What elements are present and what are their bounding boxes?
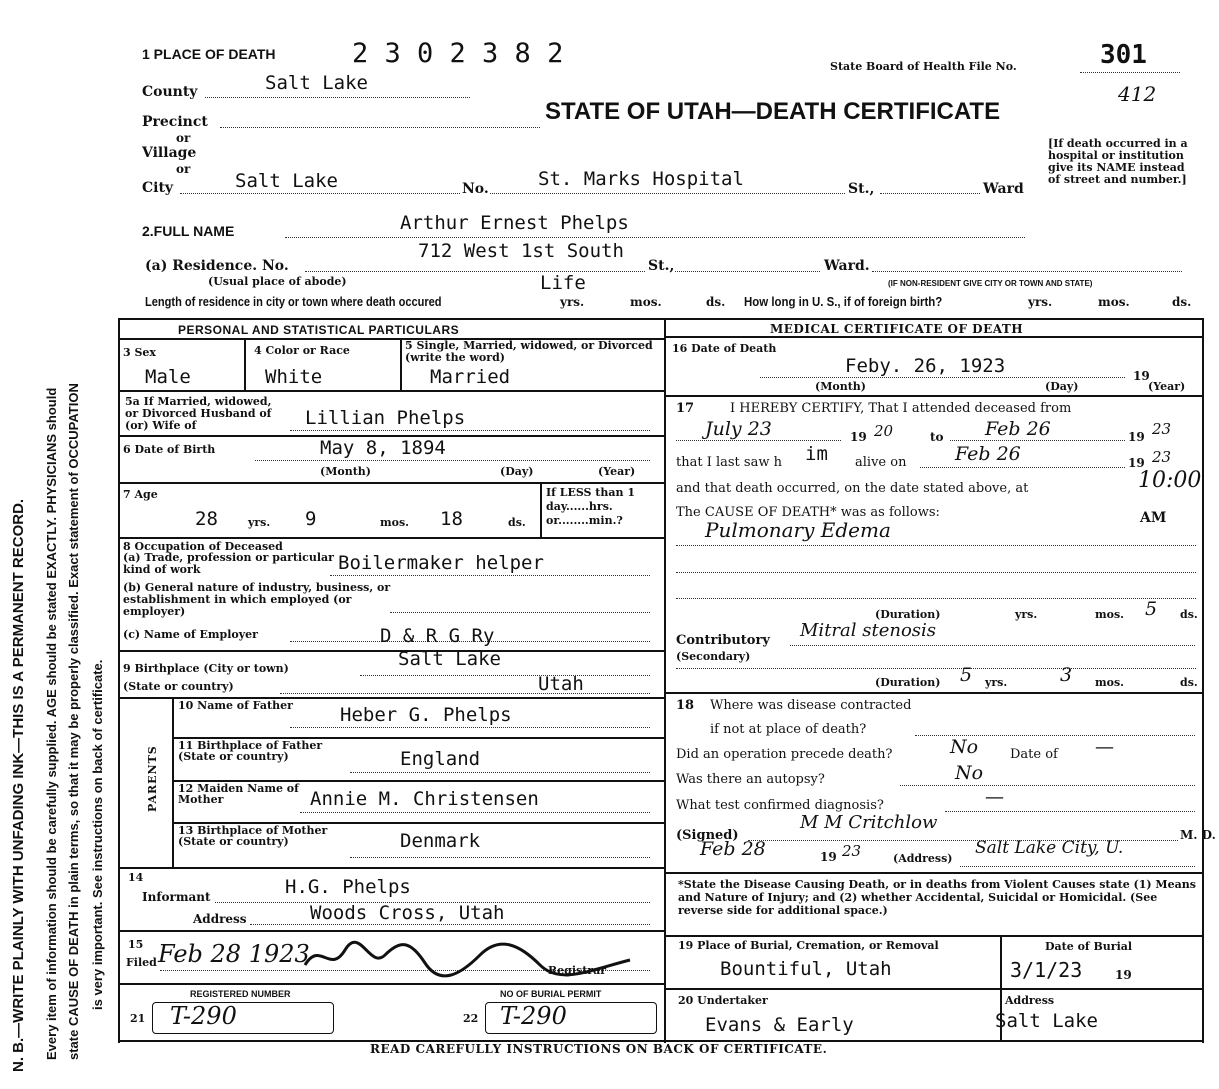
test-value: —: [985, 786, 1004, 808]
ward-label: Ward: [983, 181, 1024, 197]
trade-value: Boilermaker helper: [338, 552, 544, 574]
color-label: 4 Color or Race: [254, 344, 350, 357]
mother-label: 12 Maiden Name of Mother: [178, 782, 299, 806]
operation-value: No: [950, 736, 979, 758]
burial-date-label: Date of Burial: [1045, 940, 1133, 953]
medical-heading: MEDICAL CERTIFICATE OF DEATH: [770, 322, 1024, 336]
length-residence-label: Length of residence in city or town where death occured: [145, 294, 442, 309]
mother-value: Annie M. Christensen: [310, 788, 539, 810]
marital-value: Married: [430, 366, 511, 388]
father-birthplace-value: England: [400, 748, 481, 770]
file-number-label: State Board of Health File No.: [830, 60, 1017, 73]
hospital-note: [If death occurred in a hospital or institution give its NAME instead of street and number.]: [1048, 137, 1188, 186]
filed-label: Filed: [126, 956, 157, 969]
alive-on-date: Feb 26: [955, 443, 1021, 465]
father-label: 10 Name of Father: [178, 699, 293, 712]
file-number-secondary: 412: [1118, 82, 1157, 106]
signed-date: Feb 28: [700, 838, 766, 860]
foreign-birth-label: How long in U. S., if of foreign birth?: [744, 294, 943, 309]
father-birthplace-label: 11 Birthplace of Father (State or country): [178, 739, 323, 763]
employer-label: (c) Name of Employer: [123, 628, 258, 641]
signed-label: (Signed): [676, 828, 739, 843]
occupation-label: 8 Occupation of Deceased: [123, 540, 283, 553]
duration1-yrs-label: yrs.: [1015, 608, 1038, 621]
spouse-value: Lillian Phelps: [305, 407, 466, 429]
mother-birthplace-value: Denmark: [400, 830, 481, 852]
nineteen-to-label: 19: [1128, 430, 1145, 444]
registrar-signature: [300, 935, 660, 980]
md-label: M. D.: [1180, 828, 1216, 842]
spouse-label: 5a If Married, widowed, or Divorced Husband of (or) Wife of: [125, 395, 272, 432]
full-name-label: 2.FULL NAME: [142, 223, 235, 239]
residence-label: (a) Residence. No.: [145, 258, 289, 274]
personal-heading: PERSONAL AND STATISTICAL PARTICULARS: [178, 323, 460, 337]
dob-label: 6 Date of Birth: [123, 443, 216, 456]
registered-number-prefix: 21: [130, 1012, 146, 1025]
full-name-value: Arthur Ernest Phelps: [400, 212, 629, 234]
undertaker-address-label: Address: [1005, 994, 1055, 1007]
death-year-label: (Year): [1148, 380, 1186, 393]
where-contracted-label: Where was disease contracted: [710, 698, 912, 713]
duration2-mos-value: 3: [1060, 664, 1073, 686]
color-value: White: [265, 366, 323, 388]
autopsy-label: Was there an autopsy?: [676, 772, 825, 787]
duration2-yrs-label: yrs.: [985, 676, 1008, 689]
alive-on-year: 23: [1152, 448, 1172, 466]
birthplace-state-label: (State or country): [123, 680, 234, 693]
undertaker-label: 20 Undertaker: [678, 994, 768, 1007]
cause-instruction-note: *State the Disease Causing Death, or in deaths from Violent Causes state (1) Means and Nature of Injury; and (2) whether Accidental, Suicidal or Homicidal. (See reverse side for additional space.): [678, 878, 1196, 917]
us-ds-label: ds.: [1172, 295, 1192, 309]
test-label: What test confirmed diagnosis?: [676, 798, 884, 813]
burial-permit-value: T-290: [500, 1002, 567, 1030]
duration2-yrs-value: 5: [960, 664, 973, 686]
place-of-death-label: 1 PLACE OF DEATH: [142, 46, 276, 62]
age-years-value: 28: [195, 508, 218, 530]
death-date-value: Feby. 26, 1923: [845, 355, 1006, 377]
attended-from: July 23: [705, 418, 772, 440]
burial-nineteen-label: 19: [1115, 968, 1132, 982]
age-label: 7 Age: [123, 488, 158, 501]
dob-day-label: (Day): [500, 465, 534, 478]
informant-label: Informant: [142, 890, 211, 904]
am-label: AM: [1140, 510, 1167, 526]
street-no-label: No.: [462, 181, 489, 197]
birthplace-label: 9 Birthplace (City or town): [123, 662, 289, 675]
nineteen-from-label: 19: [850, 430, 867, 444]
informant-value: H.G. Phelps: [285, 876, 411, 898]
residence-st-label: St.,: [648, 258, 675, 274]
duration-label-2: (Duration): [875, 676, 941, 689]
registrar-label: Registrar: [548, 964, 607, 977]
side-instruction-4: is very important. See instructions on back of certificate.: [90, 659, 105, 1010]
father-value: Heber G. Phelps: [340, 704, 512, 726]
death-day-label: (Day): [1045, 380, 1079, 393]
not-at-place-label: if not at place of death?: [710, 722, 867, 737]
parents-label: PARENTS: [146, 745, 159, 812]
duration1-mos-label: mos.: [1095, 608, 1124, 621]
dob-value: May 8, 1894: [320, 437, 446, 459]
length-mos-label: mos.: [630, 295, 662, 309]
side-instruction-1: N. B.—WRITE PLAINLY WITH UNFADING INK—THIS IS A PERMANENT RECORD.: [10, 498, 27, 1072]
burial-date-value: 3/1/23: [1010, 958, 1083, 982]
residence-value: 712 West 1st South: [418, 240, 624, 262]
physician-address-label: (Address): [893, 852, 953, 865]
length-ds-label: ds.: [706, 295, 726, 309]
us-yrs-label: yrs.: [1028, 295, 1053, 309]
contributory-value: Mitral stenosis: [800, 620, 937, 641]
length-residence-value: Life: [540, 272, 586, 294]
certify-text: I HEREBY CERTIFY, That I attended deceased from: [730, 401, 1072, 416]
registered-number-value: T-290: [170, 1002, 237, 1030]
certificate-title: STATE OF UTAH—DEATH CERTIFICATE: [545, 98, 1001, 125]
physician-address: Salt Lake City, U.: [975, 838, 1124, 858]
birthplace-city: Salt Lake: [398, 648, 501, 670]
city-value: Salt Lake: [235, 170, 338, 192]
death-year-suffix: 19: [1133, 369, 1150, 383]
burial-place-label: 19 Place of Burial, Cremation, or Removal: [678, 939, 939, 952]
informant-address: Woods Cross, Utah: [310, 902, 505, 924]
nonresident-note: (IF NON-RESIDENT GIVE CITY OR TOWN AND STATE): [888, 279, 1093, 288]
side-instruction-2: Every item of information should be carefully supplied. AGE should be stated EXACTLY. PHYSICIANS should: [44, 387, 59, 1060]
age-yrs-label: yrs.: [248, 516, 271, 529]
operation-label: Did an operation precede death?: [676, 747, 893, 762]
death-month-label: (Month): [815, 380, 866, 393]
death-time: 10:00: [1138, 468, 1202, 493]
age-ds-label: ds.: [508, 516, 526, 529]
informant-number: 14: [128, 871, 144, 884]
duration2-mos-label: mos.: [1095, 676, 1124, 689]
to-label: to: [930, 430, 944, 444]
industry-label: (b) General nature of industry, business, or establishment in which employed (or employer): [123, 581, 391, 618]
certify-number: 17: [676, 401, 695, 416]
operation-date-label: Date of: [1010, 747, 1058, 762]
filed-date: Feb 28 1923: [158, 940, 310, 968]
attended-from-year: 20: [874, 422, 894, 440]
duration2-ds-label: ds.: [1180, 676, 1198, 689]
mother-birthplace-label: 13 Birthplace of Mother (State or country): [178, 824, 328, 848]
burial-permit-prefix: 22: [463, 1012, 479, 1025]
length-yrs-label: yrs.: [560, 295, 585, 309]
age-mos-label: mos.: [380, 516, 409, 529]
signed-year: 23: [842, 842, 862, 860]
burial-permit-label: NO OF BURIAL PERMIT: [500, 989, 602, 999]
filed-number: 15: [128, 938, 144, 951]
birthplace-state: Utah: [538, 673, 584, 695]
or-label-1: or: [176, 131, 191, 145]
age-less-note: If LESS than 1 day......hrs. or........min.?: [546, 486, 635, 527]
file-number: 301: [1100, 40, 1147, 70]
autopsy-value: No: [955, 762, 984, 784]
death-occurred-label: and that death occurred, on the date stated above, at: [676, 481, 1029, 496]
last-saw-him: im: [805, 443, 828, 465]
footer-instruction: READ CAREFULLY INSTRUCTIONS ON BACK OF CERTIFICATE.: [370, 1042, 828, 1056]
certificate-number: 2 3 0 2 3 8 2: [352, 38, 564, 69]
or-label-2: or: [176, 162, 191, 176]
dob-year-label: (Year): [598, 465, 636, 478]
precinct-label: Precinct: [142, 114, 208, 130]
where-number: 18: [676, 698, 695, 713]
employer-value: D & R G Ry: [380, 625, 495, 647]
marital-label: 5 Single, Married, widowed, or Divorced (write the word): [405, 339, 653, 364]
registered-number-label: REGISTERED NUMBER: [190, 989, 291, 999]
undertaker-address-value: Salt Lake: [995, 1010, 1098, 1032]
trade-label: (a) Trade, profession or particular kind of work: [123, 551, 334, 576]
contributory-label: Contributory: [676, 633, 770, 648]
age-months-value: 9: [305, 508, 317, 530]
duration-label-1: (Duration): [875, 608, 941, 621]
secondary-label: (Secondary): [676, 650, 751, 663]
street-value: St. Marks Hospital: [538, 168, 744, 190]
street-st-label: St.,: [848, 181, 875, 197]
village-label: Village: [142, 145, 197, 161]
alive-on-label: alive on: [855, 455, 907, 470]
us-mos-label: mos.: [1098, 295, 1130, 309]
attended-to: Feb 26: [985, 418, 1051, 440]
sex-label: 3 Sex: [123, 346, 156, 359]
usual-abode-note: (Usual place of abode): [208, 275, 347, 288]
informant-address-label: Address: [193, 912, 247, 926]
burial-place-value: Bountiful, Utah: [720, 958, 892, 980]
death-date-label: 16 Date of Death: [672, 342, 777, 355]
undertaker-value: Evans & Early: [705, 1014, 854, 1036]
physician-signature: M M Critchlow: [800, 812, 938, 833]
attended-to-year: 23: [1152, 420, 1172, 438]
side-instruction-3: state CAUSE OF DEATH in plain terms, so that it may be properly classified. Exact statement of OCCUPATION: [66, 383, 81, 1060]
last-saw-label: that I last saw h: [676, 455, 782, 470]
age-days-value: 18: [440, 508, 463, 530]
county-label: County: [142, 84, 198, 100]
cause-of-death: Pulmonary Edema: [705, 518, 891, 542]
nineteen-signed-label: 19: [820, 850, 837, 864]
operation-date-value: —: [1095, 736, 1114, 758]
cause-label: The CAUSE OF DEATH* was as follows:: [676, 505, 940, 520]
county-value: Salt Lake: [265, 72, 368, 94]
city-label: City: [142, 180, 174, 196]
nineteen-alive-label: 19: [1128, 456, 1145, 470]
duration1-mos-value: 5: [1145, 598, 1158, 620]
duration1-ds-label: ds.: [1180, 608, 1198, 621]
dob-month-label: (Month): [320, 465, 371, 478]
residence-ward-label: Ward.: [824, 258, 870, 274]
sex-value: Male: [145, 366, 191, 388]
